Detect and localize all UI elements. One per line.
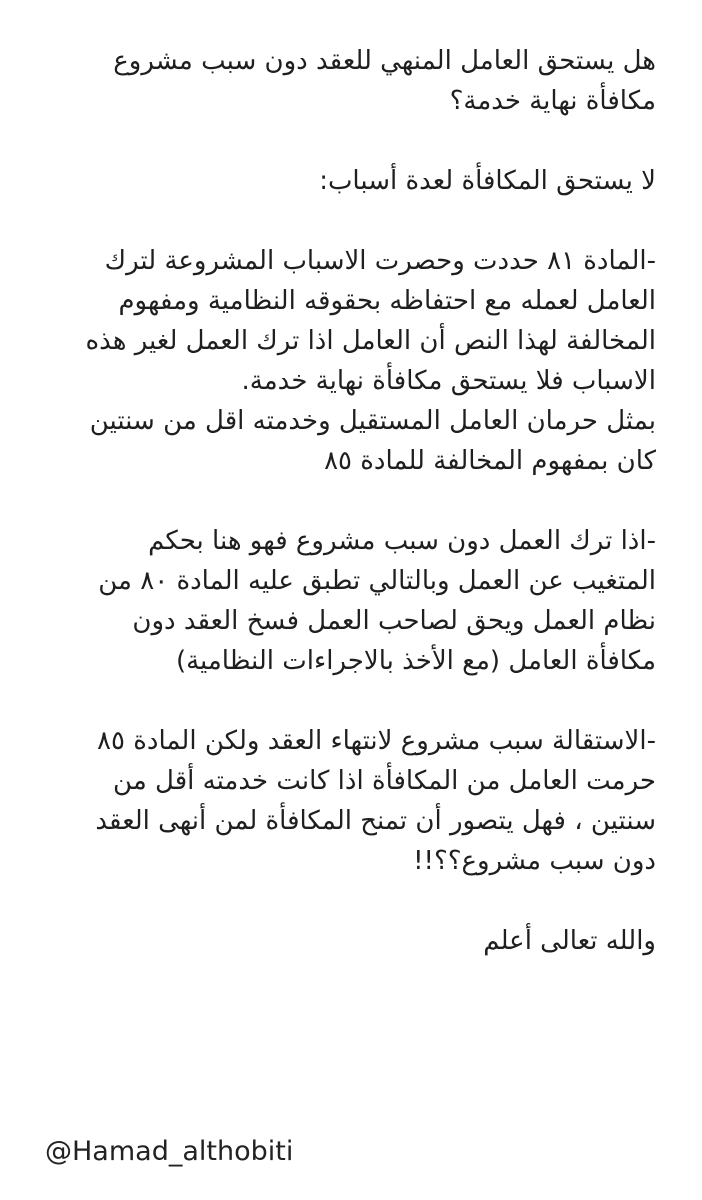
paragraph-spacer (36, 881, 656, 921)
point-2-line: المتغيب عن العمل وبالتالي تطبق عليه المادة ٨٠ من (98, 566, 656, 596)
point-3-line: دون سبب مشروع؟؟!! (413, 846, 656, 876)
point-1-line: الاسباب فلا يستحق مكافأة نهاية خدمة. (241, 366, 656, 396)
article-body (36, 41, 656, 961)
answer-line: لا يستحق المكافأة لعدة أسباب: (319, 166, 656, 196)
point-2-line: -اذا ترك العمل دون سبب مشروع فهو هنا بحكم (148, 526, 656, 556)
point-1-line: بمثل حرمان العامل المستقيل وخدمته اقل من سنتين (89, 406, 656, 436)
point-3-line: سنتين ، فهل يتصور أن تمنح المكافأة لمن أنهى العقد (95, 806, 656, 836)
point-3-paragraph (36, 721, 656, 881)
point-1-line: العامل لعمله مع احتفاظه بحقوقه النظامية ومفهوم (118, 286, 656, 316)
point-1-line: كان بمفهوم المخالفة للمادة ٨٥ (324, 446, 656, 476)
closing-paragraph (36, 921, 656, 961)
point-3-line: حرمت العامل من المكافأة اذا كانت خدمته أقل من (113, 766, 656, 796)
question-paragraph (36, 41, 656, 121)
author-handle: @Hamad_althobiti (45, 1136, 294, 1167)
question-line: هل يستحق العامل المنهي للعقد دون سبب مشروع (113, 46, 656, 76)
point-3-line: -الاستقالة سبب مشروع لانتهاء العقد ولكن المادة ٨٥ (97, 726, 656, 756)
point-2-line: مكافأة العامل (مع الأخذ بالاجراءات النظامية) (175, 646, 656, 676)
question-line: مكافأة نهاية خدمة؟ (449, 86, 656, 116)
paragraph-spacer (36, 681, 656, 721)
paragraph-spacer (36, 481, 656, 521)
point-2-line: نظام العمل ويحق لصاحب العمل فسخ العقد دون (132, 606, 656, 636)
paragraph-spacer (36, 201, 656, 241)
answer-paragraph (36, 161, 656, 201)
paragraph-spacer (36, 121, 656, 161)
point-2-paragraph (36, 521, 656, 681)
point-1-line: -المادة ٨١ حددت وحصرت الاسباب المشروعة لترك (104, 246, 656, 276)
point-1-line: المخالفة لهذا النص أن العامل اذا ترك العمل لغير هذه (85, 326, 656, 356)
closing-line: والله تعالى أعلم (483, 926, 656, 956)
point-1-paragraph (36, 241, 656, 481)
